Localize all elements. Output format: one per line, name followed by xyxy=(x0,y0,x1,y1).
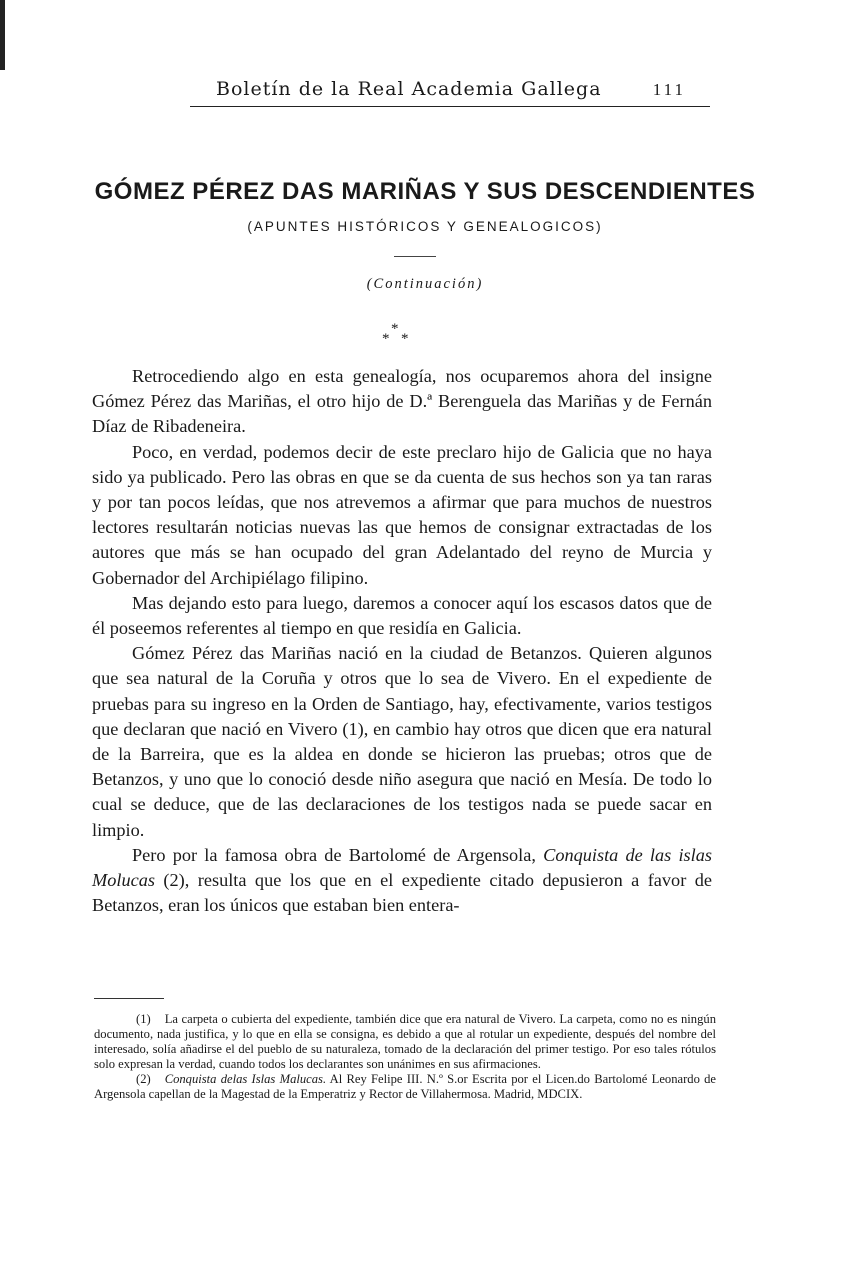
footnote-number: (1) xyxy=(136,1012,151,1026)
title-divider xyxy=(394,256,436,257)
page-edge-shadow xyxy=(0,0,5,70)
footnote-text: Al Rey Felipe III. N.º S.or Escrita por el Licen.do Bartolomé Leonardo de Argensola capellan de la Magestad de la Emperatriz y Rector de Villahermosa. Madrid, MDCIX. xyxy=(94,1071,717,1101)
footnotes xyxy=(94,1012,716,1101)
footnote-text: La carpeta o cubierta del expediente, también dice que era natural de Vivero. La carpeta, como no es ningún documento, nada justifica, y lo que en ella se consigna, es debido a que al rotular un expediente, después del nombre del interesado, solía añadirse el del pueblo de su naturaleza, tomado de la declaración del primer testigo. Por eso tales rótulos solo expresan la verdad, cuando todos los declarantes son unánimes en sus afirmaciones. xyxy=(94,1012,716,1071)
footnote-divider xyxy=(94,998,164,999)
ornament-star: * xyxy=(401,331,409,347)
page-number: 111 xyxy=(652,80,686,99)
footnote xyxy=(94,1012,716,1072)
footnote-italic: Conquista delas Islas Malucas. xyxy=(164,1071,327,1086)
book-title-italic: Conquista de las islas Molucas xyxy=(92,844,712,891)
paragraph-text: Pero por la famosa obra de Bartolomé de Argensola, xyxy=(132,844,544,865)
body-paragraph: Poco, en verdad, podemos decir de este preclaro hijo de Galicia que no haya sido ya publicado. Pero las obras en que se da cuenta de sus hechos son ya tan raras y por tan pocos leídas, que nos atrevemos a afirmar que para muchos de nuestros lectores resultarán noticias nuevas las que hemos de consignar extractadas de los autores que más se han ocupado del gran Adelantado del reyno de Murcia y Gobernador del Archipiélago filipino. xyxy=(92,441,712,588)
footnote-number: (2) xyxy=(136,1071,151,1086)
continuation-note: (Continuación) xyxy=(366,276,484,292)
body-paragraph: Gómez Pérez das Mariñas nació en la ciudad de Betanzos. Quieren algunos que sea natural de la Coruña y otros que lo sea de Vivero. En el expediente de pruebas para su ingreso en la Orden de Santiago, hay, efectivamente, varios testigos que declaran que nació en Vivero (1), en cambio hay otros que dicen que era natural de la Barreira, que es la aldea en donde se hicieron las pruebas; otros que de Betanzos, y uno que lo conoció desde niño asegura que nació en Mesía. De todo lo cual se deduce, que de las declaraciones de los testigos nada se puede sacar en limpio. xyxy=(92,643,712,840)
running-header xyxy=(190,76,710,107)
body-paragraph: Mas dejando esto para luego, daremos a conocer aquí los escasos datos que de él poseemos referentes al tiempo en que residía en Galicia. xyxy=(92,592,712,639)
article-body xyxy=(92,364,712,918)
article-title: GÓMEZ PÉREZ DAS MARIÑAS Y SUS DESCENDIENTES xyxy=(94,178,756,205)
footnote xyxy=(94,1072,716,1102)
body-paragraph: Retrocediendo algo en esta genealogía, nos ocuparemos ahora del insigne Gómez Pérez das Mariñas, el otro hijo de D.ª Berenguela das Mariñas y de Fernán Díaz de Ribadeneira. xyxy=(92,366,712,437)
paragraph-text: (2), resulta que los que en el expediente citado depusieron a favor de Betanzos, eran los únicos que estaban bien entera- xyxy=(92,870,712,916)
ornament-star: * xyxy=(391,321,399,337)
article-subtitle: (APUNTES HISTÓRICOS Y GENEALOGICOS) xyxy=(247,219,603,234)
ornament-star: * xyxy=(382,331,390,347)
journal-title: Boletín de la Real Academia Gallega xyxy=(216,78,602,100)
body-paragraph xyxy=(92,843,712,919)
asterism-ornament xyxy=(380,322,410,348)
